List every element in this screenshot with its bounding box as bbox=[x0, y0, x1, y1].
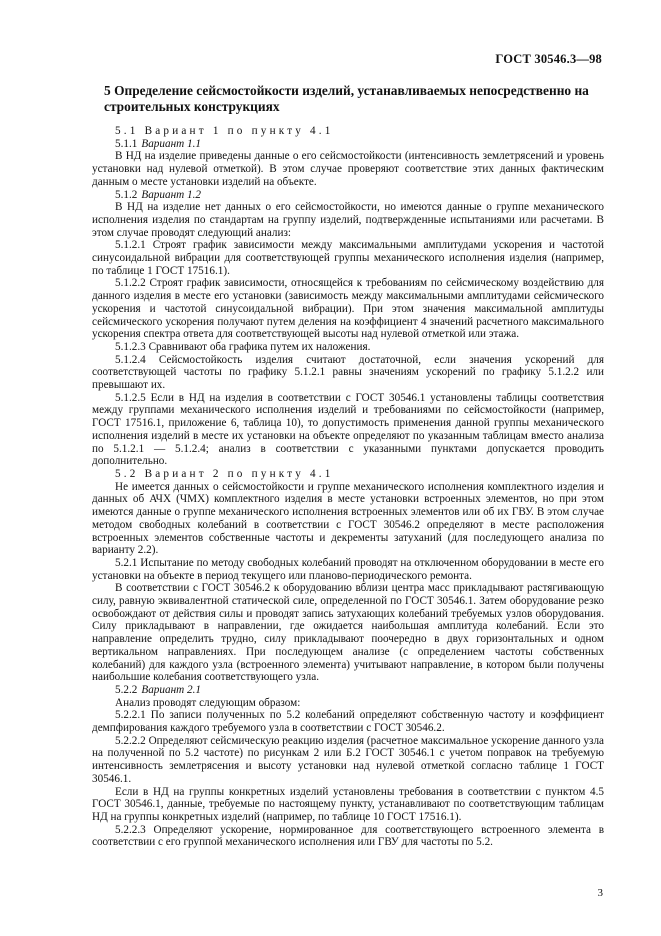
paragraph: 5.1.2.3 Сравнивают оба графика путем их наложения. bbox=[115, 340, 371, 353]
paragraph: В соответствии с ГОСТ 30546.2 к оборудованию вблизи центра масс прикладывают растягивающую силу, равную эквивалентной статической силе, определенной по ГОСТ 30546.1. Затем оборудование резко освобождают от действия силы и проводят запись затухающих колебаний требуемых узлов оборудования. Силу прикладывают в направлении, где ожидается наибольшая амплитуда колебаний. Если это направление определить трудно, силу прикладывают поочередно в двух горизонтальных и одном вертикальном направлениях. При последующем анализе (с определением частоты собственных колебаний) для каждого узла (встроенного элемента) учитывают направление, в котором были получены наибольшие колебания соответствующего узла. bbox=[92, 582, 604, 684]
paragraph: 5.2.1 Испытание по методу свободных колебаний проводят на отключенном оборудовании в месте его установки на объекте в период текущего или планово-периодического ремонта. bbox=[92, 556, 604, 582]
section-title-line-2: строительных конструкциях bbox=[104, 99, 280, 114]
paragraph: 5.2.2.3 Определяют ускорение, нормированное для соответствующего встроенного элемента в соответствии с его группой механического исполнения или ГВУ для частоты по 5.2. bbox=[92, 823, 604, 849]
paragraph: 5.2 Вариант 2 по пункту 4.1 bbox=[115, 467, 334, 480]
paragraph: 5.1.1 Вариант 1.1 bbox=[115, 137, 201, 150]
paragraph: 5.1.2.5 Если в НД на изделия в соответствии с ГОСТ 30546.1 установлены таблицы соответствия между группами механического исполнения изделий и требованиями по сейсмостойкости (например, ГОСТ 17516.1, приложение 6, таблица 10), то допустимость применения данной группы механического исполнения изделий в месте их установки на объекте определяют по указанным таблицам вместо анализа по 5.1.2.1 — 5.1.2.4; анализ в соответствии с указанными пунктами допускается проводить дополнительно. bbox=[92, 391, 604, 468]
paragraph: 5.1.2.2 Строят график зависимости, относящейся к требованиям по сейсмическому воздействию для данного изделия в месте его установки (зависимость между максимальными амплитудами сейсмического ускорения и частотой синусоидальной вибрации). При этом значения максимальной амплитуды сейсмического ускорения получают путем деления на коэффициент 4 значений расчетного максимального ускорения спектра ответа для соответствующей высоты над нулевой отметкой или этажа. bbox=[92, 277, 604, 341]
paragraph: 5.1.2.4 Сейсмостойкость изделия считают достаточной, если значения ускорений для соответствующей частоты по графику 5.1.2.1 равны значениям ускорений по графику 5.1.2.2 или превышают их. bbox=[92, 353, 604, 392]
paragraph: 5.1.2.1 Строят график зависимости между максимальными амплитудами ускорения и частотой синусоидальной вибрации для соответствующей группы механического исполнения изделия (например, по таблице 1 ГОСТ 17516.1). bbox=[92, 239, 604, 277]
paragraph: 5.2.2.2 Определяют сейсмическую реакцию изделия (расчетное максимальное ускорение данного узла на полученной по 5.2 частоте) по рисункам 2 или Б.2 ГОСТ 30546.1 с учетом поправок на требуемую интенсивность землетрясения и высоту установки над нулевой отметкой согласно таблице 1 ГОСТ 30546.1. bbox=[92, 734, 604, 785]
document-code-header: ГОСТ 30546.3—98 bbox=[495, 52, 602, 66]
paragraph: Анализ проводят следующим образом: bbox=[115, 696, 301, 709]
section-number: 5 bbox=[104, 83, 111, 98]
page-number: 3 bbox=[597, 887, 603, 899]
paragraph: В НД на изделие приведены данные о его сейсмостойкости (интенсивность землетрясений и уровень установки над нулевой отметкой). В этом случае проверяют соответствие этих данных фактическим данным о месте установки изделий на объекте. bbox=[92, 150, 604, 188]
paragraph: 5.1.2 Вариант 1.2 bbox=[115, 188, 201, 201]
paragraph: 5.2.2.1 По записи полученных по 5.2 колебаний определяют собственную частоту и коэффициент демпфирования каждого требуемого узла в соответствии с ГОСТ 30546.2. bbox=[92, 709, 604, 735]
section-heading bbox=[92, 83, 608, 115]
section-title-line-1: 5 Определение сейсмостойкости изделий, устанавливаемых непосредственно на bbox=[104, 83, 589, 98]
paragraph: Если в НД на группы конкретных изделий установлены требования в соответствии с пунктом 4.5 ГОСТ 30546.1, данные, требуемые по настоящему пункту, устанавливают по соответствующим таблицам НД на группы конкретных изделий (например, по таблице 10 ГОСТ 17516.1). bbox=[92, 785, 604, 823]
paragraph: 5.2.2 Вариант 2.1 bbox=[115, 683, 201, 696]
paragraph: Не имеется данных о сейсмостойкости и группе механического исполнения комплектного изделия и данных об АЧХ (ЧМХ) комплектного изделия в месте установки встроенных элементов, но при этом имеются данные о группе механического исполнения встроенных элементов или об их ГВУ. В этом случае методом свободных колебаний в соответствии с ГОСТ 30546.2 определяют в месте расположения встроенных элементов собственные частоты и декременты затуханий (для последующего анализа по варианту 2.2). bbox=[92, 480, 604, 557]
paragraph: В НД на изделие нет данных о его сейсмостойкости, но имеются данные о группе механического исполнения изделия по стандартам на группу изделий, подтвержденные испытаниями или расчетами. В этом случае проводят следующий анализ: bbox=[92, 201, 604, 239]
document-body bbox=[92, 125, 604, 849]
paragraph: 5.1 Вариант 1 по пункту 4.1 bbox=[115, 125, 334, 137]
